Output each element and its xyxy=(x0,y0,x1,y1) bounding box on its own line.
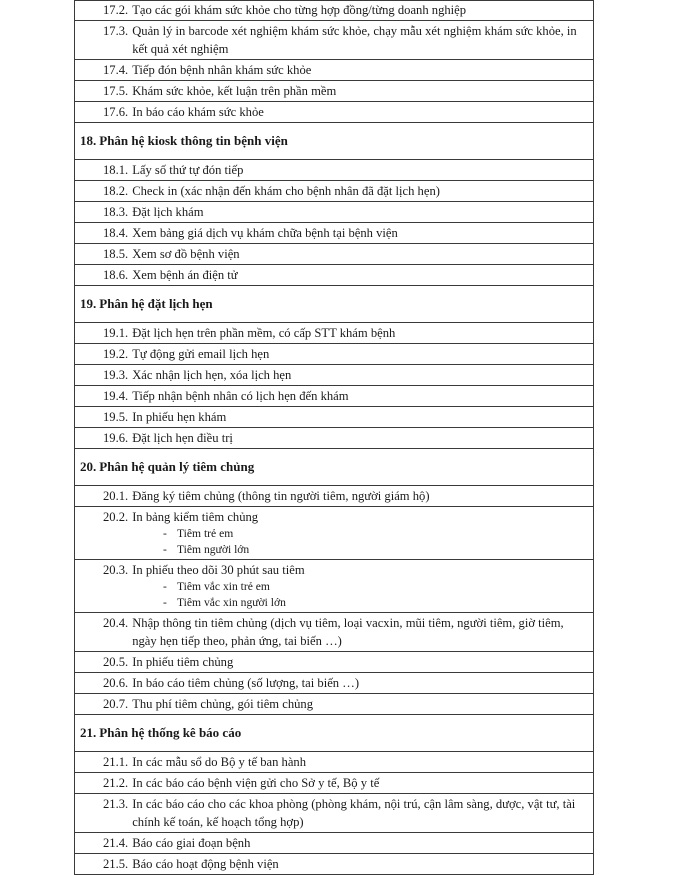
item-number: 19.3. xyxy=(103,368,129,382)
item-line xyxy=(103,855,589,873)
item-number: 20.4. xyxy=(103,616,129,630)
item-text: Tự động gửi email lịch hẹn xyxy=(132,347,270,361)
item-row xyxy=(75,265,594,286)
item-cell xyxy=(75,560,594,613)
item-number: 18.4. xyxy=(103,226,129,240)
item-cell xyxy=(75,428,594,449)
item-line xyxy=(103,653,589,671)
item-cell xyxy=(75,833,594,854)
item-number: 20.7. xyxy=(103,697,129,711)
item-text: Báo cáo giai đoạn bệnh xyxy=(132,836,251,850)
item-text: In các mẫu sổ do Bộ y tế ban hành xyxy=(132,755,307,769)
item-row xyxy=(75,833,594,854)
item-cell xyxy=(75,223,594,244)
item-number: 20.2. xyxy=(103,510,129,524)
item-number: 17.2. xyxy=(103,3,129,17)
item-line xyxy=(103,834,589,852)
item-text: Xác nhận lịch hẹn, xóa lịch hẹn xyxy=(132,368,292,382)
item-line xyxy=(103,203,589,221)
item-text: In phiếu hẹn khám xyxy=(132,410,227,424)
item-line xyxy=(103,345,589,363)
item-line xyxy=(103,561,589,579)
item-row xyxy=(75,202,594,223)
item-text: In phiếu tiêm chủng xyxy=(132,655,234,669)
item-row xyxy=(75,613,594,652)
item-number: 18.2. xyxy=(103,184,129,198)
item-number: 17.4. xyxy=(103,63,129,77)
item-line xyxy=(103,103,589,121)
item-number: 21.5. xyxy=(103,857,129,871)
bullet-dash: - xyxy=(163,527,167,540)
item-line xyxy=(103,266,589,284)
item-row xyxy=(75,773,594,794)
item-text: Lấy số thứ tự đón tiếp xyxy=(132,163,244,177)
item-cell xyxy=(75,202,594,223)
item-cell xyxy=(75,323,594,344)
item-text: Tiếp nhận bệnh nhân có lịch hẹn đến khám xyxy=(132,389,349,403)
sub-item xyxy=(103,595,589,611)
item-number: 17.3. xyxy=(103,24,129,38)
item-row xyxy=(75,60,594,81)
item-row xyxy=(75,507,594,560)
sub-item-text: Tiêm người lớn xyxy=(177,543,250,556)
sub-item-text: Tiêm vắc xin trẻ em xyxy=(177,580,270,593)
item-cell xyxy=(75,694,594,715)
section-row xyxy=(75,286,594,323)
item-row xyxy=(75,102,594,123)
sub-item-text: Tiêm trẻ em xyxy=(177,527,234,540)
section-heading xyxy=(75,123,594,160)
item-number: 17.6. xyxy=(103,105,129,119)
item-number: 19.5. xyxy=(103,410,129,424)
item-text: Xem sơ đồ bệnh viện xyxy=(132,247,240,261)
item-cell xyxy=(75,507,594,560)
item-text: Đặt lịch hẹn trên phần mềm, có cấp STT khám bệnh xyxy=(132,326,396,340)
item-row xyxy=(75,244,594,265)
item-number: 17.5. xyxy=(103,84,129,98)
item-line xyxy=(103,774,589,792)
item-number: 21.2. xyxy=(103,776,129,790)
item-text: Đăng ký tiêm chủng (thông tin người tiêm, người giám hộ) xyxy=(132,489,430,503)
section-title: Phân hệ thống kê báo cáo xyxy=(99,725,242,740)
item-line xyxy=(103,614,589,650)
item-text: Thu phí tiêm chủng, gói tiêm chủng xyxy=(132,697,314,711)
item-number: 19.6. xyxy=(103,431,129,445)
item-text: In các báo cáo bệnh viện gửi cho Sở y tế, Bộ y tế xyxy=(132,776,380,790)
section-number: 20. xyxy=(80,459,97,474)
item-number: 21.3. xyxy=(103,797,129,811)
item-line xyxy=(103,508,589,526)
item-cell xyxy=(75,160,594,181)
sub-item xyxy=(103,526,589,542)
item-text: In báo cáo khám sức khỏe xyxy=(132,105,264,119)
item-text: Nhập thông tin tiêm chủng (dịch vụ tiêm, loại vacxin, mũi tiêm, người tiêm, giờ tiêm, ngày hẹn tiếp theo, phản ứng, tai biến …) xyxy=(132,616,564,648)
item-row xyxy=(75,486,594,507)
item-row xyxy=(75,652,594,673)
sub-item xyxy=(103,579,589,595)
item-line xyxy=(103,1,589,19)
item-cell xyxy=(75,244,594,265)
item-line xyxy=(103,695,589,713)
item-cell xyxy=(75,613,594,652)
item-row xyxy=(75,694,594,715)
section-heading xyxy=(75,449,594,486)
item-row xyxy=(75,323,594,344)
item-number: 20.5. xyxy=(103,655,129,669)
section-number: 19. xyxy=(80,296,97,311)
item-row xyxy=(75,21,594,60)
item-line xyxy=(103,753,589,771)
item-number: 21.4. xyxy=(103,836,129,850)
item-row xyxy=(75,1,594,21)
item-number: 20.3. xyxy=(103,563,129,577)
item-line xyxy=(103,674,589,692)
item-cell xyxy=(75,344,594,365)
item-number: 19.1. xyxy=(103,326,129,340)
sub-item xyxy=(103,542,589,558)
item-cell xyxy=(75,794,594,833)
item-text: Xem bệnh án điện tử xyxy=(132,268,238,282)
item-line xyxy=(103,182,589,200)
bullet-dash: - xyxy=(163,580,167,593)
feature-table xyxy=(74,0,594,875)
feature-table-body xyxy=(75,1,594,875)
item-number: 19.2. xyxy=(103,347,129,361)
item-number: 20.1. xyxy=(103,489,129,503)
item-cell xyxy=(75,486,594,507)
item-row xyxy=(75,428,594,449)
section-row xyxy=(75,449,594,486)
item-text: Đặt lịch khám xyxy=(132,205,204,219)
item-line xyxy=(103,224,589,242)
item-line xyxy=(103,487,589,505)
section-row xyxy=(75,123,594,160)
item-line xyxy=(103,82,589,100)
item-cell xyxy=(75,81,594,102)
section-heading xyxy=(75,286,594,323)
item-cell xyxy=(75,752,594,773)
item-text: In các báo cáo cho các khoa phòng (phòng khám, nội trú, cận lâm sàng, dược, vật tư, tài chính kế toán, kế hoạch tổng hợp) xyxy=(132,797,576,829)
item-cell xyxy=(75,652,594,673)
item-line xyxy=(103,245,589,263)
item-cell xyxy=(75,773,594,794)
item-row xyxy=(75,160,594,181)
item-number: 19.4. xyxy=(103,389,129,403)
section-title: Phân hệ kiosk thông tin bệnh viện xyxy=(99,133,288,148)
item-cell xyxy=(75,21,594,60)
item-cell xyxy=(75,60,594,81)
item-cell xyxy=(75,181,594,202)
item-text: In phiếu theo dõi 30 phút sau tiêm xyxy=(132,563,305,577)
sub-item-text: Tiêm vắc xin người lớn xyxy=(177,596,286,609)
item-text: Đặt lịch hẹn điều trị xyxy=(132,431,233,445)
item-text: Khám sức khỏe, kết luận trên phần mềm xyxy=(132,84,337,98)
item-number: 18.3. xyxy=(103,205,129,219)
item-row xyxy=(75,344,594,365)
section-title: Phân hệ quản lý tiêm chủng xyxy=(99,459,255,474)
section-heading xyxy=(75,715,594,752)
item-line xyxy=(103,61,589,79)
item-number: 18.6. xyxy=(103,268,129,282)
section-number: 21. xyxy=(80,725,97,740)
item-row xyxy=(75,407,594,428)
item-cell xyxy=(75,407,594,428)
item-number: 20.6. xyxy=(103,676,129,690)
item-cell xyxy=(75,102,594,123)
item-number: 18.1. xyxy=(103,163,129,177)
item-row xyxy=(75,560,594,613)
item-text: Báo cáo hoạt động bệnh viện xyxy=(132,857,279,871)
item-text: Xem bảng giá dịch vụ khám chữa bệnh tại bệnh viện xyxy=(132,226,398,240)
item-cell xyxy=(75,673,594,694)
item-row xyxy=(75,181,594,202)
item-row xyxy=(75,81,594,102)
section-row xyxy=(75,715,594,752)
section-number: 18. xyxy=(80,133,97,148)
item-line xyxy=(103,324,589,342)
item-line xyxy=(103,387,589,405)
item-number: 18.5. xyxy=(103,247,129,261)
item-text: Quản lý in barcode xét nghiệm khám sức khỏe, chạy mẫu xét nghiệm khám sức khỏe, in kết quả xét nghiệm xyxy=(132,24,577,56)
item-line xyxy=(103,161,589,179)
bullet-dash: - xyxy=(163,596,167,609)
item-cell xyxy=(75,1,594,21)
item-text: In bảng kiểm tiêm chủng xyxy=(132,510,259,524)
section-title: Phân hệ đặt lịch hẹn xyxy=(99,296,213,311)
item-row xyxy=(75,794,594,833)
item-line xyxy=(103,22,589,58)
item-cell xyxy=(75,265,594,286)
item-text: Tạo các gói khám sức khỏe cho từng hợp đồng/từng doanh nghiệp xyxy=(132,3,467,17)
item-line xyxy=(103,795,589,831)
item-row xyxy=(75,365,594,386)
item-line xyxy=(103,429,589,447)
item-text: Tiếp đón bệnh nhân khám sức khỏe xyxy=(132,63,312,77)
item-row xyxy=(75,223,594,244)
item-line xyxy=(103,408,589,426)
item-row xyxy=(75,854,594,875)
item-cell xyxy=(75,854,594,875)
item-number: 21.1. xyxy=(103,755,129,769)
item-text: In báo cáo tiêm chủng (số lượng, tai biến …) xyxy=(132,676,360,690)
bullet-dash: - xyxy=(163,543,167,556)
item-line xyxy=(103,366,589,384)
item-cell xyxy=(75,386,594,407)
item-row xyxy=(75,752,594,773)
item-row xyxy=(75,673,594,694)
item-text: Check in (xác nhận đến khám cho bệnh nhân đã đặt lịch hẹn) xyxy=(132,184,440,198)
item-cell xyxy=(75,365,594,386)
item-row xyxy=(75,386,594,407)
